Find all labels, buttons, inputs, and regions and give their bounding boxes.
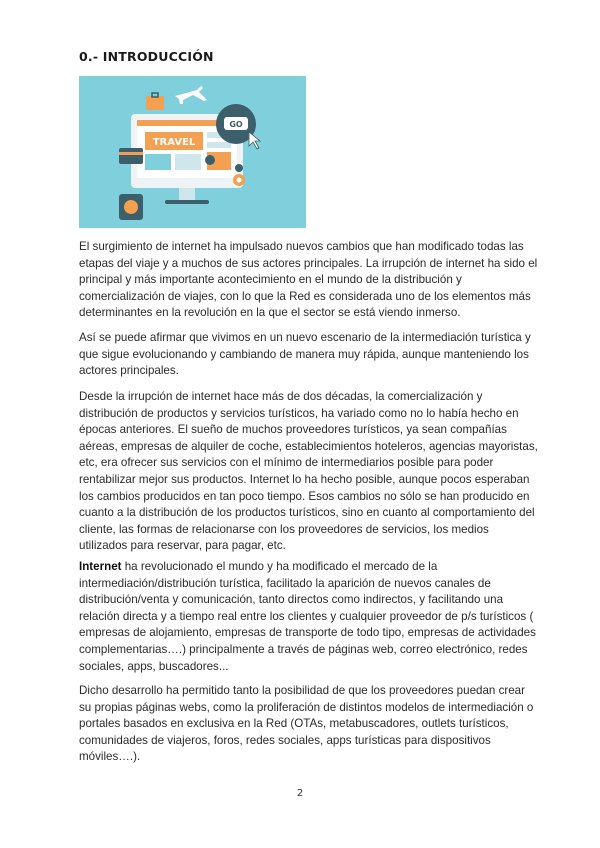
screen-tile bbox=[175, 154, 201, 170]
check-icon bbox=[235, 164, 243, 172]
paragraph-scenario: Así se puede afirmar que vivimos en un nuevo escenario de la intermediación turística y que sigue evolucionando y cambiando de manera muy rápida, aunque manteniendo los actores principales. bbox=[79, 331, 531, 378]
paragraph-internet-text: ha revolucionado el mundo y ha modificado el mercado de la intermediación/distribución turística, facilitado la aparición de nuevos canales de distribución/venta y comunicación, tanto directos como indirectos, y facilitando una relación directa y a tiempo real entre los clientes y cualquier proveedor de p/s turísticos ( empresas de alojamiento, empresas de transporte de todo tipo, empresas de actividades complementarias….) principalmente a través de páginas web, correo electrónico, redes sociales, apps, buscadores... bbox=[79, 560, 536, 673]
paragraph-development: Dicho desarrollo ha permitido tanto la posibilidad de que los proveedores puedan crear su propias páginas webs, como la proliferación de distintos modelos de intermediación o portales basados en exclusiva en la Red (OTAs, metabuscadores, outlets turísticos, comunidades de viajeros, foros, redes sociales, apps turísticas para dispositivos móviles….). bbox=[79, 684, 534, 764]
paragraph-intro: El surgimiento de internet ha impulsado nuevos cambios que han modificado todas las etapas del viaje y a muchos de sus actores principales. La irrupción de internet ha sido el principal y más importante acontecimiento en el mundo de la distribución y comercialización de viajes, con lo que la Red es considerada uno de los elementos más determinantes en la revolución en la que el sector se está viendo inmerso. bbox=[79, 240, 538, 320]
internet-bold-term: Internet bbox=[79, 560, 122, 573]
go-button-label: GO bbox=[229, 120, 243, 129]
suitcase-icon bbox=[146, 96, 164, 110]
credit-card-icon bbox=[119, 148, 143, 164]
screen-word: TRAVEL bbox=[152, 137, 196, 148]
paragraph-internet bbox=[79, 559, 540, 675]
globe-icon bbox=[205, 155, 215, 165]
page-number: 2 bbox=[296, 788, 304, 799]
section-heading: 0.- INTRODUCCIÓN bbox=[79, 49, 214, 64]
monitor-base bbox=[165, 200, 209, 204]
screen-tile bbox=[145, 154, 171, 170]
travel-illustration bbox=[79, 76, 306, 228]
paragraph-history: Desde la irrupción de internet hace más de dos décadas, la comercialización y distribución de productos y servicios turísticos, ha variado como no lo había hecho en épocas anteriores. El sueño de muchos proveedores turísticos, ya sean compañías aéreas, empresas de alquiler de coche, establecimientos hoteleros, agencias mayoristas, etc, era ofrecer sus servicios con el mínimo de intermediarios posible para poder rentabilizar mejor sus productos. Internet lo ha hecho posible, aunque pocos esperaban los cambios producidos en tan poco tiempo. Esos cambios no sólo se han producido en cuanto a la distribución de los productos turísticos, sino en cuanto al comportamiento del cliente, las formas de relacionarse con los proveedores de servicios, los medios utilizados para reservar, para pagar, etc. bbox=[79, 390, 538, 553]
monitor-stand bbox=[179, 188, 195, 200]
